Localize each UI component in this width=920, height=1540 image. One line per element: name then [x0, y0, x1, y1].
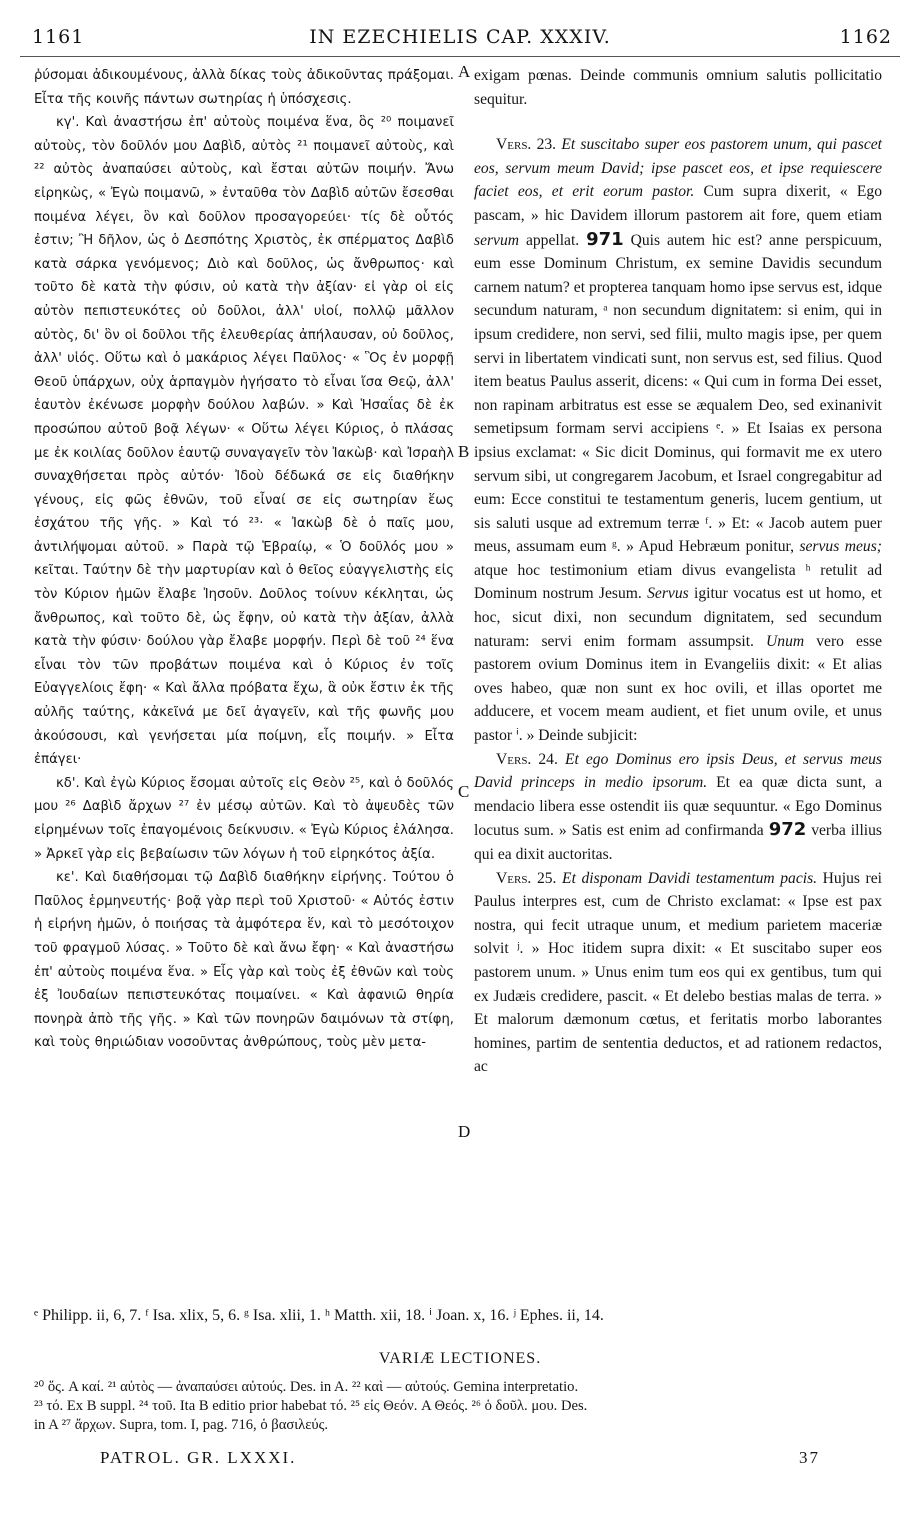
variae-lectiones-title: VARIÆ LECTIONES. — [378, 1350, 542, 1367]
margin-letter-d: D — [458, 1122, 471, 1141]
verse-label-25: Vers. 25. — [496, 869, 557, 887]
variant-line-1: ²⁰ ὅς. A καί. ²¹ αὐτὸς — ἀναπαύσει αὐτούς. Des. in A. ²² καὶ — αὐτούς. Gemina interpretatio. — [34, 1379, 579, 1395]
variant-line-2: ²³ τό. Ex B suppl. ²⁴ τοῦ. Ita B editio prior habebat τό. ²⁵ εἰς Θεόν. A Θεός. ²⁶ ὁ δοῦλ. μου. Des. — [34, 1398, 588, 1414]
margin-letter-a: A — [458, 62, 471, 81]
greek-para-v24: κδ'. Καὶ ἐγὼ Κύριος ἔσομαι αὐτοῖς εἰς Θεὸν ²⁵, καὶ ὁ δοῦλός μου ²⁶ Δαβὶδ ἄρχων ²⁷ ἐν μέσῳ αὐτῶν. Καὶ τὸ ἀψευδὲς τῶν εἰρημένων τοῖς ἐπαγομένοις δείκνυσιν. « Ἐγὼ Κύριος ἐλάλησα. » Ἀρκεῖ γὰρ εἰς βεβαίωσιν τῶν λόγων ἡ τοῦ εἰρηκότος ἀξία. — [34, 775, 454, 862]
greek-para-1: ῥύσομαι ἀδικουμένους, ἀλλὰ δίκας τοὺς ἀδικοῦντας πράξομαι. Εἶτα τῆς κοινῆς πάντων σωτηρίας ἡ ὑπόσχεσις. — [34, 68, 454, 107]
text-segment: atque hoc testimonium etiam divus evangelista ʰ retulit ad Dominum nostrum Jesum. — [474, 561, 882, 603]
latin-para-v24 — [474, 748, 882, 867]
italic-word: Servus — [647, 585, 689, 603]
text-segment: Hujus rei Paulus interpres est, cum de Christo exclamat: « Ipse est pax nostra, qui fecit utraque unum, et medium parietem maceriæ solvit ʲ. » Hoc itidem supra dixit: « Et suscitabo super eos pastorem unum. » Unus enim tum eos qui ex gentibus, tum qui ex Judæis credidere, pascit. « Et delebo bestias malas de terra. » Et malorum dæmonum cœtus, et feritatis morbo laborantes homines, partim de sententia deductos, et ad rationem redactos, ac — [474, 869, 882, 1076]
verse-label-23: Vers. 23. — [496, 136, 557, 154]
page-footer — [100, 1448, 820, 1468]
text-segment: Quis autem hic est? anne perspicuum, eum esse Dominum Christum, ex semine Davidis secundum carnem natum? et propterea tanquam homo ipse servus est, idque secundum naturam, ᵃ non secundum dignitatem: si enim, qui in ipsum credidere, non servi, sed filii, multo magis ipse, per quem servi in libertatem vindicati sunt, non servus est, sed filius. Quod item beatus Paulus asserit, dicens: « Qui cum in forma Dei esset, non rapinam arbitratus est esse se æqualem Deo, sed exinanivit semetipsum formam servi accipiens ᵉ. » Et Isaias ex persona ipsius exclamat: « Sic dicit Dominus, qui formavit me ex utero servum sibi, ut congregarem Jacobum, et Israel congregabitur ad eum: Ecce constitui te testamentum generis, lucem gentium, ut sis saluti usque ad extremum terræ ᶠ. » Et: « Jacob autem puer meus, assumam eum ᵍ. » Apud Hebræum ponitur, — [474, 231, 883, 556]
text-segment: appellat. — [525, 231, 580, 249]
variant-line-3: in A ²⁷ ἄρχων. Supra, tom. I, pag. 716, ὁ βασιλεύς. — [34, 1417, 328, 1433]
latin-para-v25 — [474, 867, 882, 1079]
patrologia-signature: PATROL. GR. LXXXI. — [100, 1448, 297, 1467]
scripture-references: ᵉ Philipp. ii, 6, 7. ᶠ Isa. xlix, 5, 6. ᵍ Isa. xlii, 1. ʰ Matth. xii, 18. ⁱ Joan. x, 16. ʲ Ephes. ii, 14. — [34, 1307, 604, 1324]
margin-letter-c: C — [458, 782, 470, 801]
margin-letter-b: B — [458, 442, 470, 461]
italic-word: Unum — [766, 632, 805, 650]
greek-column — [34, 64, 454, 1055]
lemma-v23: Et suscitabo super eos pastorem unum, qui pascet eos, servum meum David; ipse pascet eos, et ipse requiescere faciet eos, et erit eorum pastor. — [474, 136, 882, 201]
lemma-v24: Et ego Dominus ero ipsis Deus, et servus meus David princeps in medio ipsorum. — [474, 750, 882, 792]
column-number-971: 971 — [586, 228, 624, 250]
column-number-left: 1161 — [32, 26, 85, 48]
lemma-v25: Et disponam Davidi testamentum pacis. — [562, 869, 818, 887]
column-number-right: 1162 — [839, 26, 892, 48]
gathering-number: 37 — [799, 1448, 820, 1467]
latin-column — [474, 64, 882, 1079]
column-number-972: 972 — [768, 819, 807, 841]
text-segment: igitur vocatus est ut homo, et hoc, sicut dixi, non secundum dignitatem, sed secundum naturam: servi enim formam assumpsit. — [474, 585, 882, 650]
italic-word: servum — [474, 231, 520, 249]
variae-lectiones — [34, 1378, 884, 1435]
greek-para-v23: κγ'. Καὶ ἀναστήσω ἐπ' αὐτοὺς ποιμένα ἕνα, ὃς ²⁰ ποιμανεῖ αὐτοὺς, τὸν δοῦλόν μου Δαβὶδ, αὐτὸς ²¹ ποιμανεῖ αὐτοὺς, καὶ ²² αὐτὸς ἀναπαύσει αὐτοὺς, καὶ ἔσται αὐτῶν ποιμήν. Ἄνω εἰρηκὼς, « Ἐγὼ ποιμανῶ, » ἐνταῦθα τὸν Δαβὶδ αὐτῶν ἔσεσθαι ποιμένα λέγει, ὃν καὶ δοῦλον προσαγορεύει· τίς δὲ οὗτός ἐστιν; Ἢ δῆλον, ὡς ὁ Δεσπότης Χριστὸς, ἐκ σπέρματος Δαβὶδ κατὰ σάρκα γενόμενος; Διὸ καὶ δοῦλος, ὡς ἄνθρωπος· καὶ τοῦτο δὲ κατὰ τὴν φύσιν, οὐ κατὰ τὴν ἀξίαν· εἰ γὰρ οἱ εἰς αὐτὸν πεπιστευκότες οὐ δοῦλοι, ἀλλ' υἱοί, πολλῷ μᾶλλον αὐτὸς, δι' ὃν οἱ δοῦλοι τῆς ἐλευθερίας ἀπήλαυσαν, οὐ δοῦλος, ἀλλ' υἱός. Οὕτω καὶ ὁ μακάριος λέγει Παῦλος· « Ὃς ἐν μορφῇ Θεοῦ ὑπάρχων, οὐχ ἁρπαγμὸν ἡγήσατο τὸ εἶναι ἴσα Θεῷ, ἀλλ' ἑαυτὸν ἐκένωσε μορφὴν δούλου λαβών. » Καὶ Ἡσαΐας δὲ ἐκ προσώπου αὐτοῦ βοᾷ λέγων· « Οὕτω λέγει Κύριος, ὁ πλάσας με ἐκ κοιλίας δοῦλον ἑαυτῷ συναγαγεῖν τὸν Ἰακὼβ· καὶ Ἰσραὴλ συναχθήσεται πρὸς αὐτόν· Ἰδοὺ δέδωκά σε εἰς διαθήκην γένους, εἰς φῶς ἐθνῶν, τοῦ εἶναί σε εἰς σωτηρίαν ἕως ἐσχάτου τῆς γῆς. » Καὶ τό ²³· « Ἰακὼβ δὲ ὁ παῖς μου, ἀντιλήψομαι αὐτοῦ. » Παρὰ τῷ Ἑβραίῳ, « Ὁ δοῦλός μου » κεῖται. Ταύτην δὲ τὴν μαρτυρίαν καὶ ὁ θεῖος εὐαγγελιστὴς εἰς τὸν Κύριον ἡμῶν ἔλαβε Ἰησοῦν. Δοῦλος τοίνυν κέκληται, ὡς ἄνθρωπος, καὶ τοῦτο δὲ, ὡς ἔφην, οὐ κατὰ τὴν ἀξίαν, ἀλλὰ κατὰ τὴν φύσιν· δούλου γὰρ ἔλαβε μορφήν. Περὶ δὲ τοῦ ²⁴ ἕνα εἶναι τὸν τῶν προβάτων ποιμένα καὶ ὁ Κύριος ἐν τοῖς Εὐαγγελίοις ἔφη· « Καὶ ἄλλα πρόβατα ἔχω, ἃ οὐκ ἔστιν ἐκ τῆς αὐλῆς ταύτης, κἀκεῖνά με δεῖ ἀγαγεῖν, καὶ τῆς φωνῆς μου ἀκούσουσι, καὶ γενήσεται μία ποίμνη, εἷς ποιμήν. » Εἶτα ἐπάγει· — [34, 115, 454, 768]
text-segment: Cum supra dixerit, « Ego pascam, » hic Davidem illorum pastorem ait fore, quem etiam — [474, 183, 882, 224]
text-segment: verba illius qui ea dixit auctoritas. — [474, 822, 882, 863]
latin-para-1: exigam pœnas. Deinde communis omnium salutis pollicitatio sequitur. — [474, 67, 882, 108]
text-segment: Et ea quæ dicta sunt, a mendacio libera esse ostendit iis quæ sequuntur. « Ego Dominus locutus sum. » Satis est enim ad confirmanda — [474, 774, 882, 840]
running-title: IN EZECHIELIS CAP. XXXIV. — [309, 26, 611, 48]
running-header — [20, 22, 900, 57]
latin-para-v23 — [474, 133, 882, 747]
text-segment: vero esse pastorem ovium Dominus item in Evangeliis dixit: « Et alias oves habeo, quæ non sunt ex hoc ovili, et illas oportet me adducere, et vocem meam audient, et fiet unum ovile, et unus pastor ⁱ. » Deinde subjicit: — [474, 632, 883, 745]
italic-word: servus meus; — [799, 538, 882, 556]
verse-label-24: Vers. 24. — [496, 750, 558, 768]
greek-para-v25: κε'. Καὶ διαθήσομαι τῷ Δαβὶδ διαθήκην εἰρήνης. Τούτου ὁ Παῦλος ἑρμηνευτής· βοᾷ γὰρ περὶ τοῦ Χριστοῦ· « Αὐτός ἐστιν ἡ εἰρήνη ἡμῶν, ὁ ποιήσας τὰ ἀμφότερα ἕν, καὶ τὸ μεσότοιχον τοῦ φραγμοῦ λύσας. » Τοῦτο δὲ καὶ ἄνω ἔφη· « Καὶ ἀναστήσω ἐπ' αὐτοὺς ποιμένα ἕνα. » Εἷς γὰρ καὶ τοὺς ἐξ ἐθνῶν καὶ τοὺς ἐξ Ἰουδαίων πεπιστευκότας ποιμαίνει. « Καὶ ἀφανιῶ θηρία πονηρὰ ἀπὸ τῆς γῆς. » Καὶ τῶν πονηρῶν δαιμόνων τὰ στίφη, καὶ τοὺς θηριώδιαν νοσοῦντας ἀνθρώπους, τοὺς μὲν μετα- — [34, 870, 454, 1051]
